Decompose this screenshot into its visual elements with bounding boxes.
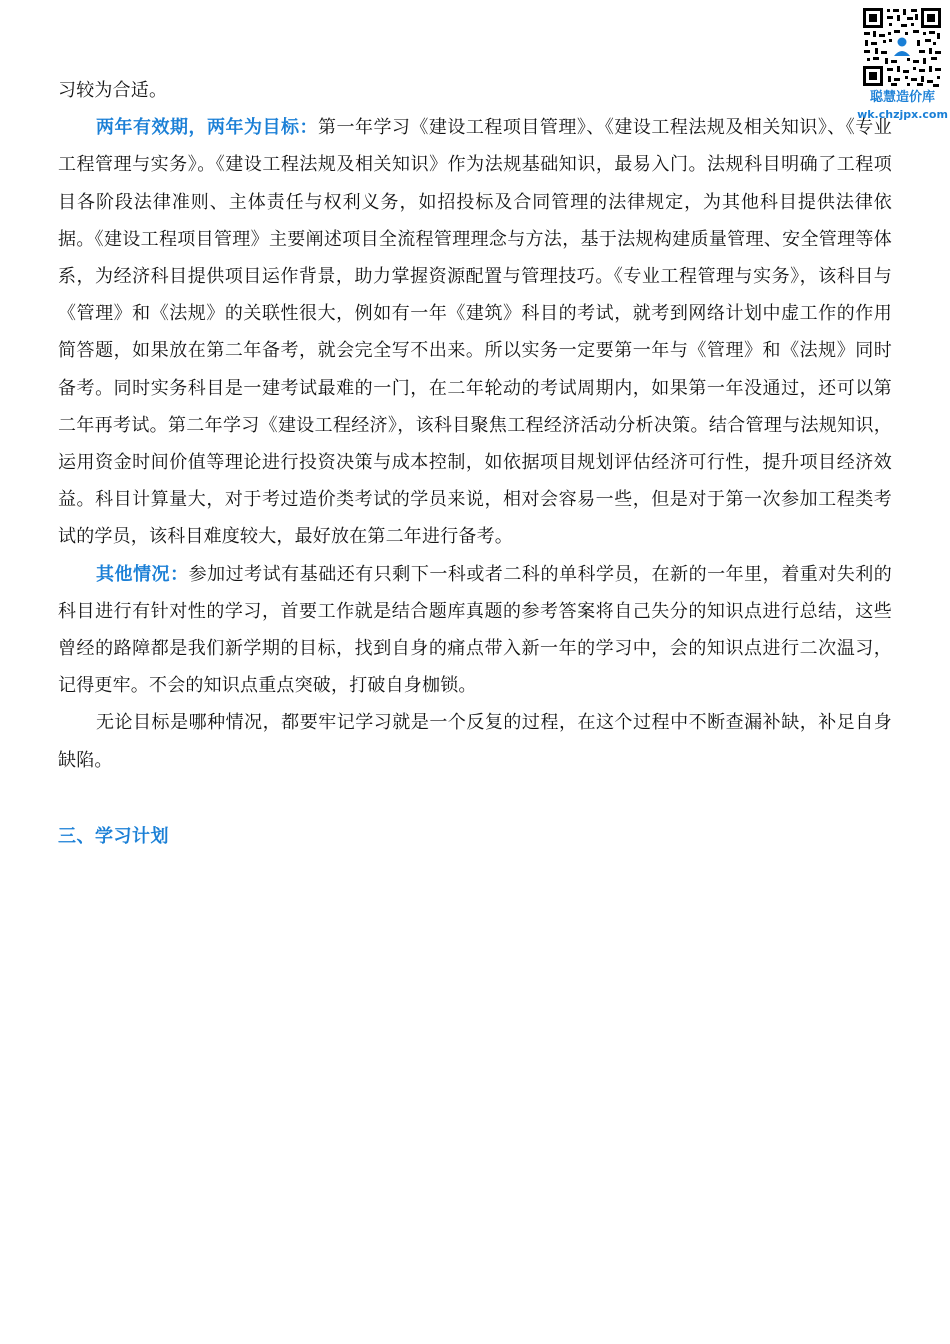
- paragraph-continuation: [58, 72, 892, 109]
- paragraph-text: 参加过考试有基础还有只剩下一科或者二科的单科学员，在新的一年里，着重对失利的科目进行有针对性的学习，首要工作就是结合题库真题的参考答案将自己失分的知识点进行总结，这些曾经的路障都是我们新学期的目标，找到自身的痛点带入新一年的学习中，会的知识点进行二次温习，记得更牢。不会的知识点重点突破，打破自身枷锁。: [58, 563, 892, 697]
- paragraph-highlight: 其他情况：: [96, 563, 189, 585]
- paragraph-summary: [58, 704, 892, 778]
- paragraph-text: 无论目标是哪种情况，都要牢记学习就是一个反复的过程，在这个过程中不断查漏补缺，补足自身缺陷。: [58, 712, 892, 771]
- logo-url[interactable]: wk.chzjpx.com: [857, 108, 948, 121]
- paragraph-two-year-plan: [58, 109, 892, 555]
- document-body: [58, 72, 892, 779]
- logo-caption: 聪慧造价库: [869, 90, 935, 105]
- paragraph-other-situations: [58, 556, 892, 705]
- paragraph-highlight: 两年有效期，两年为目标：: [96, 117, 318, 139]
- paragraph-text: 习较为合适。: [58, 80, 168, 101]
- paragraph-text: 第一年学习《建设工程项目管理》、《建设工程法规及相关知识》、《专业工程管理与实务》。《建设工程法规及相关知识》作为法规基础知识，最易入门。法规科目明确了工程项目各阶段法律准则、主体责任与权利义务，如招投标及合同管理的法律规定，为其他科目提供法律依据。《建设工程项目管理》主要阐述项目全流程管理理念与方法，基于法规构建质量管理、安全管理等体系，为经济科目提供项目运作背景，助力掌握资源配置与管理技巧。《专业工程管理与实务》，该科目与《管理》和《法规》的关联性很大，例如有一年《建筑》科目的考试，就考到网络计划中虚工作的作用简答题，如果放在第二年备考，就会完全写不出来。所以实务一定要第一年与《管理》和《法规》同时备考。同时实务科目是一建考试最难的一门，在二年轮动的考试周期内，如果第一年没通过，还可以第二年再考试。第二年学习《建设工程经济》，该科目聚焦工程经济活动分析决策。结合管理与法规知识，运用资金时间价值等理论进行投资决策与成本控制，如依据项目规划评估经济可行性，提升项目经济效益。科目计算量大，对于考过造价类考试的学员来说，相对会容易一些，但是对于第一次参加工程类考试的学员，该科目难度较大，最好放在第二年进行备考。: [58, 117, 892, 548]
- section-heading: 三、学习计划: [58, 826, 169, 847]
